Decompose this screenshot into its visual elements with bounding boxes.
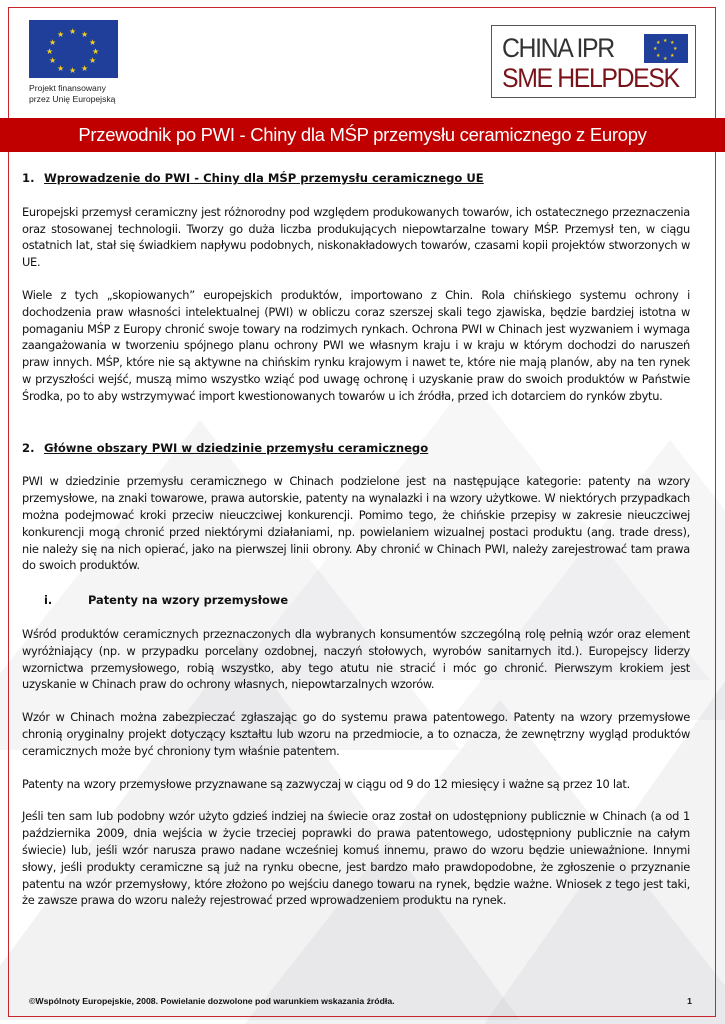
page-header (0, 0, 725, 118)
eu-funding-caption (29, 83, 115, 105)
section-number: 1. (22, 171, 35, 185)
subsection-number: i. (44, 593, 53, 608)
paragraph: Patenty na wzory przemysłowe przyznawane są zazwyczaj w ciągu od 9 do 12 miesięcy i ważne są przez 10 lat. (22, 776, 630, 791)
china-ipr-helpdesk-logo (491, 25, 696, 98)
eu-flag-logo (29, 20, 118, 78)
eu-caption-line2: przez Unię Europejską (29, 94, 116, 104)
eu-caption-line1: Projekt finansowany (29, 83, 106, 93)
section-title: Wprowadzenie do PWI - Chiny dla MŚP przemysłu ceramicznego UE (44, 171, 484, 185)
copyright-notice: ©Wspólnoty Europejskie, 2008. Powielanie dozwolone pod warunkiem wskazania źródła. (29, 996, 395, 1006)
page-number: 1 (687, 996, 692, 1006)
section-2-heading (22, 440, 690, 457)
section-title: Główne obszary PWI w dziedzinie przemysłu ceramicznego (44, 440, 429, 455)
page-footer (29, 996, 692, 1006)
section-1-heading (22, 170, 690, 187)
paragraph: PWI w dziedzinie przemysłu ceramicznego w Chinach podzielone jest na następujące kategorie: patenty na wzory przemysłowe, na znaki towarowe, prawa autorskie, patenty na wynalazki i na wzory użytkowe. W niektórych przypadkach można podejmować kroki przeciw nieuczciwej konkurencji. Pomimo tego, że chińskie przepisy w zakresie nieuczciwej konkurencji mogą chronić przed niektórymi działaniami, np. powielaniem wizualnej postaci produktu (ang. trade dress), nie należy się na nich opierać, jako na pierwszej linii obrony. Aby chronić w Chinach PWI, należy zarejestrować tam prawa do swoich produktów. (22, 474, 690, 573)
subsection-title: Patenty na wzory przemysłowe (88, 593, 289, 608)
paragraph: Europejski przemysł ceramiczny jest różnorodny pod względem produkowanych towarów, ich ostatecznego przeznaczenia oraz stosowanej technologii. Tworzy go duża liczba produkujących niepowtarzalne towary MŚP. Przemysł ten, w ciągu ostatnich lat, stał się świadkiem napływu podobnych, niskonakładowych towarów, czasami kopii projektów stworzonych w UE. (22, 204, 690, 270)
eu-flag-icon: ★ ★ ★ ★ ★ ★ ★ ★ (644, 34, 688, 63)
paragraph: Wiele z tych „skopiowanych” europejskich produktów, importowano z Chin. Rola chińskiego systemu ochrony i dochodzenia praw własności intelektualnej (PWI) w obliczu coraz szerszej skali tego zjawiska, będzie bardziej istotna w pomaganiu MŚP z Europy chronić swoje towary na rodzimych rynkach. Ochrona PWI w Chinach jest wyzwaniem i wymaga zaangażowania w tworzeniu spójnego planu ochrony PWI we własnym kraju i w kraju w którym dochodzi do naruszeń praw innych. MŚP, które nie są aktywne na chińskim rynku krajowym i nawet te, które nie mają planów, aby na ten rynek w przyszłości wejść, muszą mimo wszystko wziąć pod uwagę ochronę i uzyskanie praw do swoich produktów w Państwie Środka, po to aby wstrzymywać import kwestionowanych towarów u ich źródła, przed ich dotarciem do rynków zbytu. (22, 287, 690, 403)
helpdesk-logo-line2: SME HELPDESK (502, 63, 679, 93)
section-number: 2. (22, 440, 35, 455)
subsection-heading (22, 592, 690, 609)
paragraph: Wśród produktów ceramicznych przeznaczonych dla wybranych konsumentów szczególną rolę pełnią wzór oraz element wyróżniający (np. w przypadku porcelany ozdobnej, naczyń stołowych, wyrobów sanitarnych itd.). Europejscy liderzy wzornictwa przemysłowego, robią wszystko, aby tego atutu nie stracić i móc go chronić. Pierwszym krokiem jest uzyskanie w Chinach praw do ochrony własnych, niepowtarzalnych wzorów. (22, 626, 690, 692)
title-banner (0, 118, 725, 152)
document-title: Przewodnik po PWI - Chiny dla MŚP przemysłu ceramicznego z Europy (78, 124, 647, 145)
document-body (22, 164, 690, 909)
helpdesk-logo-line1: CHINA IPR (502, 33, 614, 63)
paragraph: Jeśli ten sam lub podobny wzór użyto gdzieś indziej na świecie oraz został on udostępniony publicznie w Chinach (a od 1 października 2009, dnia wejścia w życie trzeciej poprawki do prawa patentowego, udostępniony publicznie na całym świecie) lub, jeśli wzór narusza prawo nadane wcześniej komuś innemu, prawo do wzoru będzie unieważnione. Innymi słowy, jeśli produkty ceramiczne są już na rynku obecne, jest bardzo mało prawdopodobne, że zgłoszenie o przyznanie patentu na wzór przemysłowy, które złożono po wejściu danego towaru na rynek, będzie ważne. Wniosek z tego jest taki, że zawsze prawa do wzoru należy rejestrować przed wprowadzeniem produktu na rynek. (22, 809, 690, 908)
eu-stars-icon: ★ ★ ★ ★ ★ ★ ★ ★ ★ ★ ★ ★ (46, 27, 100, 75)
paragraph: Wzór w Chinach można zabezpieczać zgłaszając go do systemu prawa patentowego. Patenty na wzory przemysłowe chronią oryginalny projekt dotyczący kształtu lub wzoru na przedmiocie, a to oznacza, że zewnętrzny wygląd produktów ceramicznych może być chroniony tym właśnie patentem. (22, 710, 690, 758)
